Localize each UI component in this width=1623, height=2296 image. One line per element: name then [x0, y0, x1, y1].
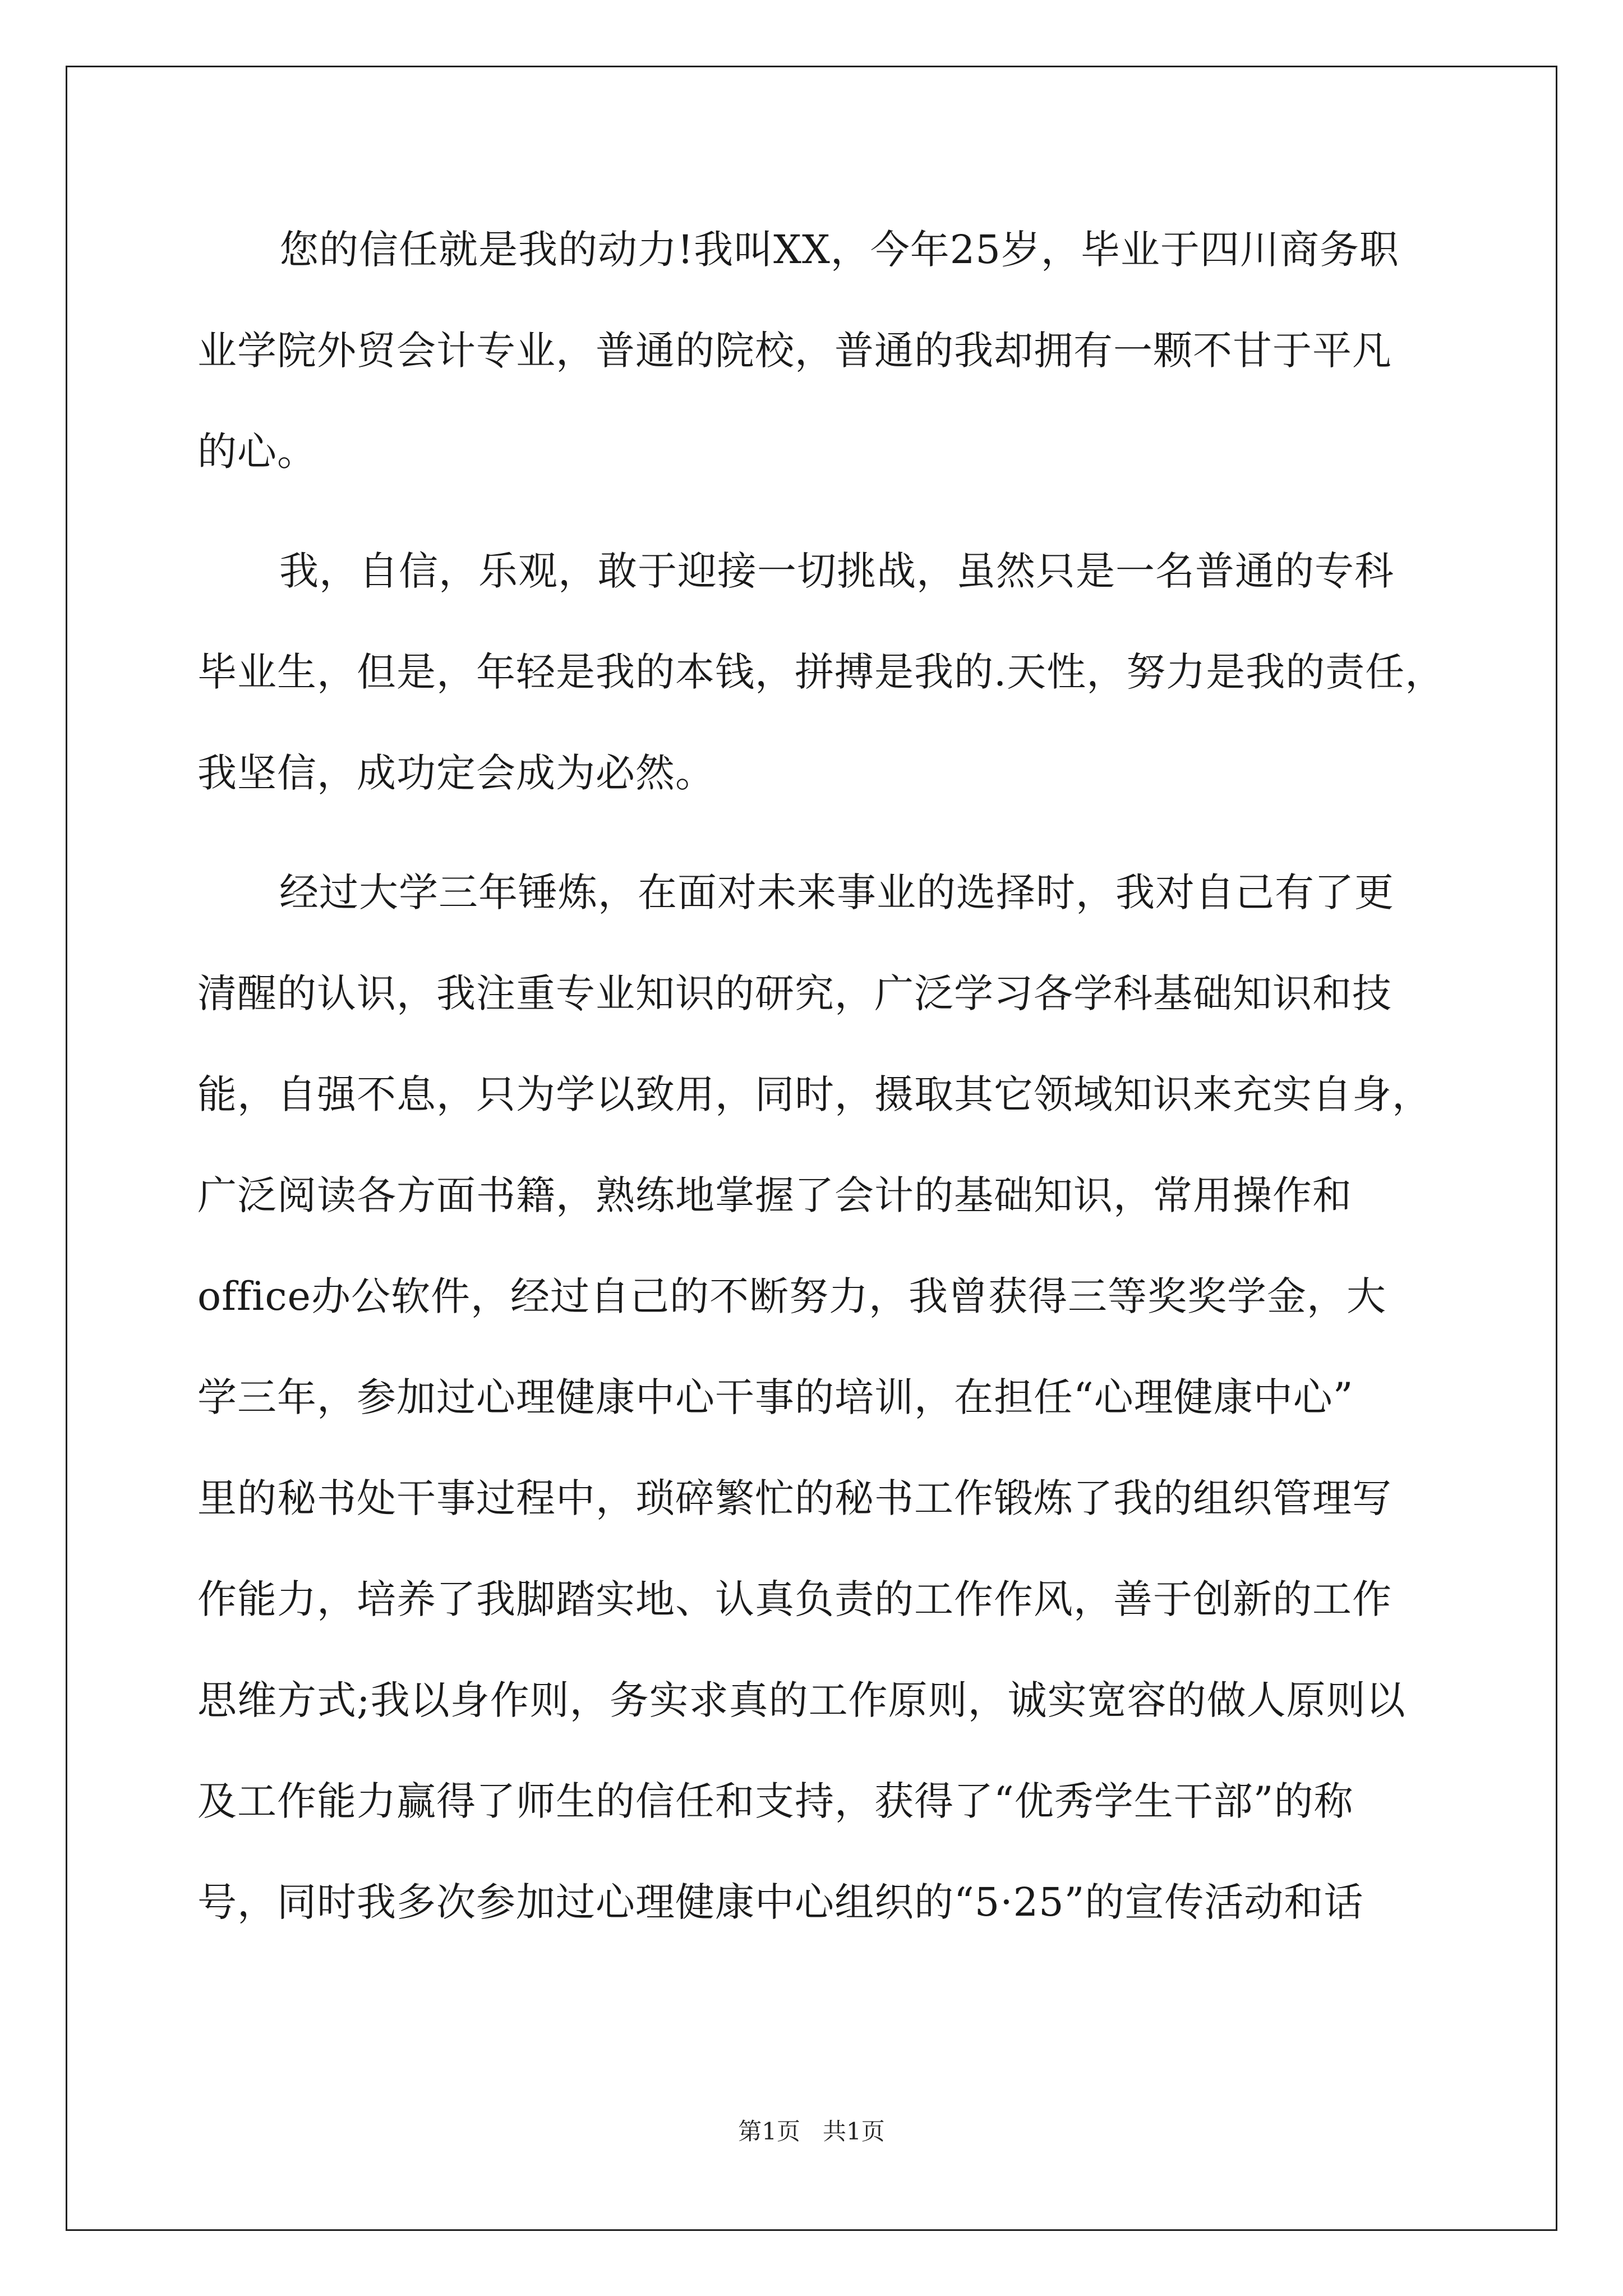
text-line: 作能力，培养了我脚踏实地、认真负责的工作作风，善于创新的工作 — [197, 1576, 1392, 1622]
page-number-footer: 第1页 共1页 — [738, 2118, 885, 2145]
text-line: 里的秘书处干事过程中，琐碎繁忙的秘书工作锻炼了我的组织管理写 — [197, 1475, 1392, 1521]
text-line: 毕业生，但是，年轻是我的本钱，拼搏是我的.天性，努力是我的责任， — [197, 649, 1445, 695]
text-line: 我，自信，乐观，敢于迎接一切挑战，虽然只是一名普通的专科 — [279, 548, 1394, 594]
text-line: 思维方式;我以身作则，务实求真的工作原则，诚实宽容的做人原则以 — [197, 1677, 1406, 1723]
text-line: 经过大学三年锤炼，在面对未来事业的选择时，我对自己有了更 — [279, 869, 1394, 915]
text-line: 广泛阅读各方面书籍，熟练地掌握了会计的基础知识，常用操作和 — [197, 1172, 1352, 1218]
text-line: 的心。 — [197, 429, 317, 475]
text-line: 清醒的认识，我注重专业知识的研究，广泛学习各学科基础知识和技 — [197, 970, 1392, 1016]
text-line: 我坚信，成功定会成为必然。 — [197, 750, 715, 796]
text-line: 业学院外贸会计专业，普通的院校，普通的我却拥有一颗不甘于平凡 — [197, 328, 1392, 374]
text-line: 及工作能力赢得了师生的信任和支持，获得了“优秀学生干部”的称 — [197, 1778, 1354, 1824]
text-line: 您的信任就是我的动力!我叫XX，今年25岁，毕业于四川商务职 — [279, 227, 1399, 273]
text-line: office办公软件，经过自己的不断努力，我曾获得三等奖奖学金，大 — [197, 1273, 1386, 1319]
text-line: 号，同时我多次参加过心理健康中心组织的“5·25”的宣传活动和话 — [197, 1879, 1364, 1925]
text-line: 能，自强不息，只为学以致用，同时，摄取其它领域知识来充实自身， — [197, 1071, 1432, 1117]
text-line: 学三年，参加过心理健康中心干事的培训，在担任“心理健康中心” — [197, 1374, 1354, 1420]
